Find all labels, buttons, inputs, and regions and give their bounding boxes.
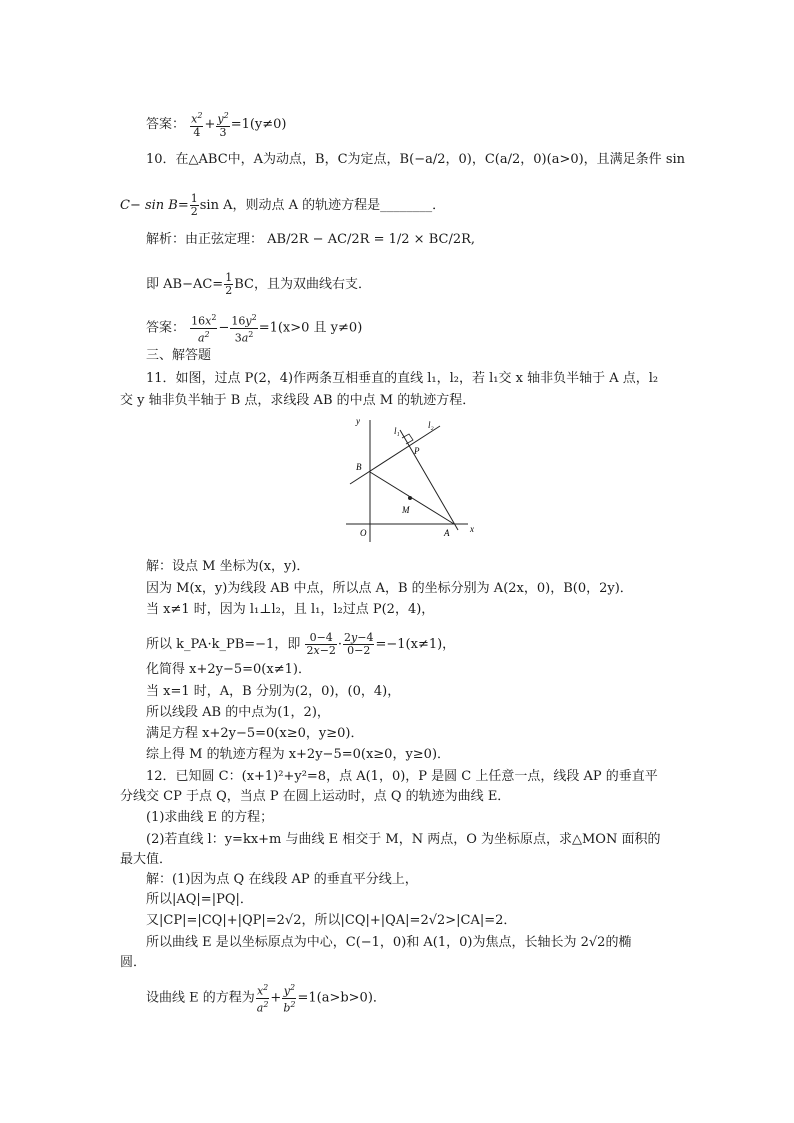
answer-q9: 答案： $\frac{x^2}{4}$ + $\frac{y^2}{3}$ =1(y≠0) xyxy=(146,111,287,139)
question-11-line1: 11．如图，过点 P(2，4)作两条互相垂直的直线 l₁，l₂，若 l₁交 x 轴非负半轴于 A 点，l₂ xyxy=(146,371,659,386)
section-heading: 三、解答题 xyxy=(146,348,212,363)
solution-11-line: 因为 M(x，y)为线段 AB 中点，所以点 A，B 的坐标分别为 A(2x，0)，B(0，2y)． xyxy=(146,581,633,596)
label-x: x xyxy=(470,524,474,534)
solution-12-line: 解：(1)因为点 Q 在线段 AP 的垂直平分线上， xyxy=(146,872,418,887)
solution-11-slope-line: 所以 k_PA·k_PB=−1，即 $\frac{0-4}{2x-2}$ · $\frac{2y-4}{0-2}$ =−1(x≠1)， xyxy=(146,631,456,657)
solution-11-line: 所以线段 AB 的中点为(1，2)， xyxy=(146,705,330,720)
solution-10-line2: 即 AB−AC= $\frac{1}{2}$ BC，且为双曲线右支． xyxy=(146,271,371,297)
question-12-line: 12．已知圆 C：(x+1)²+y²=8，点 A(1，0)，P 是圆 C 上任意一点，线段 AP 的垂直平 xyxy=(146,769,658,784)
solution-11-line: 满足方程 x+2y−5=0(x≥0，y≥0)． xyxy=(146,726,364,741)
geometry-figure xyxy=(340,412,480,550)
label-o: O xyxy=(360,528,367,538)
solution-12-ellipse-line: 设曲线 E 的方程为 $\frac{x^2}{a^2}$ + $\frac{y^2}{b^2}$ =1(a>b>0)． xyxy=(146,983,386,1015)
question-12-line: (2)若直线 l：y=kx+m 与曲线 E 相交于 M，N 两点，O 为坐标原点，求△MON 面积的 xyxy=(146,832,661,847)
line-l1 xyxy=(400,430,458,530)
solution-11-line: 化简得 x+2y−5=0(x≠1)． xyxy=(146,662,311,677)
solution-11-line: 解：设点 M 坐标为(x，y)． xyxy=(146,559,310,574)
question-12-line: 分线交 CP 于点 Q，当点 P 在圆上运动时，点 Q 的轨迹为曲线 E． xyxy=(120,789,511,804)
question-12-line: (1)求曲线 E 的方程； xyxy=(146,810,274,825)
question-10-line1: 10．在△ABC中，A为动点，B，C为定点，B(−a/2，0)，C(a/2，0)(a>0)，且满足条件 sin xyxy=(146,152,686,167)
label-p: P xyxy=(414,446,420,456)
answer-q10: 答案： $\frac{16x^2}{a^2}$ − $\frac{16y^2}{3a^2}$ =1(x>0 且 y≠0) xyxy=(146,313,363,345)
label-y: y xyxy=(356,416,360,426)
solution-12-line: 所以曲线 E 是以坐标原点为中心，C(−1，0)和 A(1，0)为焦点，长轴长为 2√2的椭 xyxy=(146,935,632,950)
label-b: B xyxy=(356,462,362,472)
solution-12-line: 又|CP|=|CQ|+|QP|=2√2，所以|CQ|+|QA|=2√2>|CA|=2． xyxy=(146,913,517,928)
question-10-line2: C− sin B= $\frac{1}{2}$ sin A，则动点 A 的轨迹方程是________． xyxy=(120,192,446,218)
label-m: M xyxy=(402,505,410,515)
solution-12-line: 圆． xyxy=(120,955,147,970)
solution-11-line: 综上得 M 的轨迹方程为 x+2y−5=0(x≥0，y≥0)． xyxy=(146,747,451,762)
label-a: A xyxy=(444,528,450,538)
point-m xyxy=(408,496,412,500)
solution-11-line: 当 x≠1 时，因为 l₁⊥l₂，且 l₁，l₂过点 P(2，4)， xyxy=(146,602,435,617)
question-12-line: 最大值． xyxy=(120,852,173,867)
label-l2: l₂ xyxy=(428,420,434,430)
label-l1: l₁ xyxy=(394,426,400,436)
solution-11-line: 当 x=1 时，A，B 分别为(2，0)，(0，4)， xyxy=(146,684,401,699)
solution-10-line1: 解析：由正弦定理： AB/2R − AC/2R = 1/2 × BC/2R, xyxy=(146,232,476,247)
question-11-line2: 交 y 轴非负半轴于 B 点，求线段 AB 的中点 M 的轨迹方程． xyxy=(120,393,476,408)
solution-12-line: 所以|AQ|=|PQ|． xyxy=(146,892,253,907)
